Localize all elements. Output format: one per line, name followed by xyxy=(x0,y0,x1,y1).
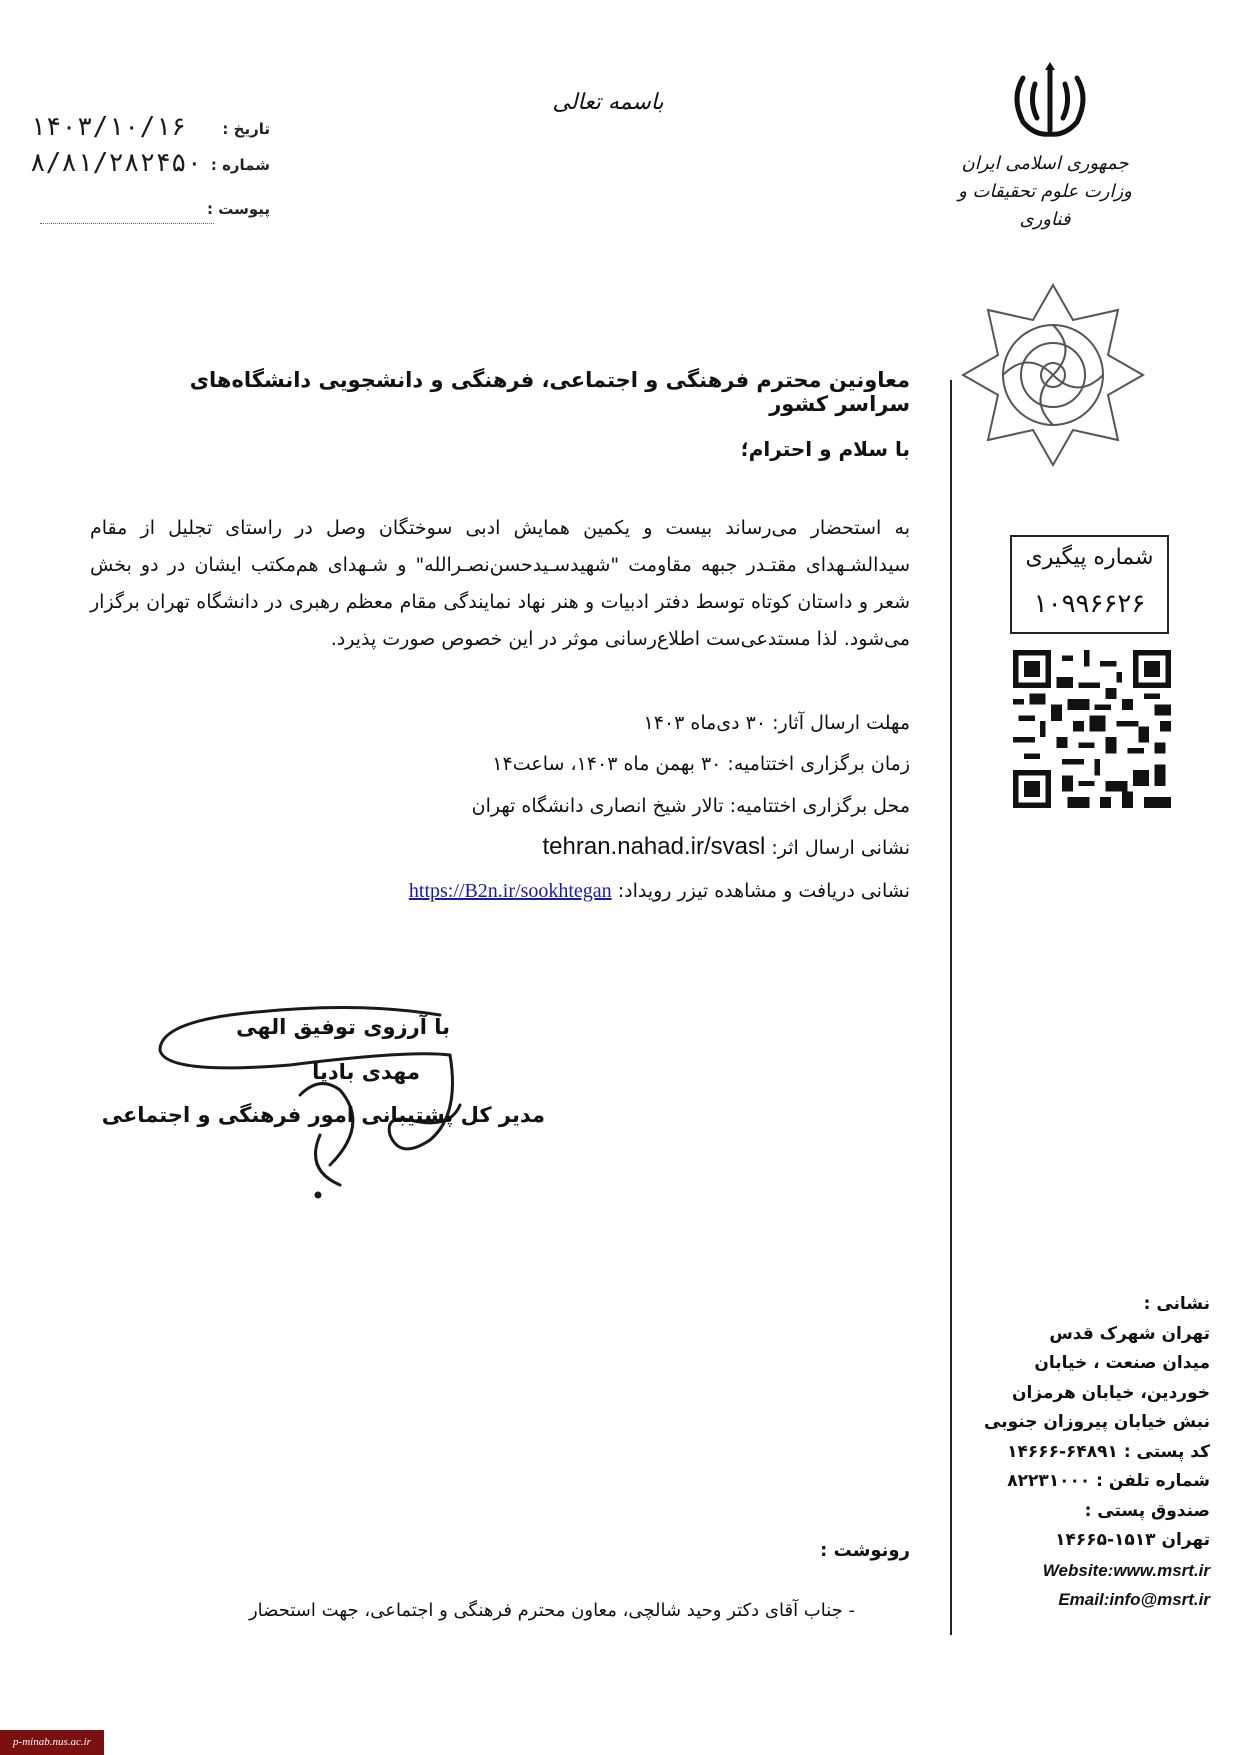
closing-time-line: زمان برگزاری اختتامیه: ۳۰ بهمن ماه ۱۴۰۳، ساعت۱۴ xyxy=(492,753,910,775)
signature-title: مدیر کل پشتیبانی امور فرهنگی و اجتماعی xyxy=(101,1103,545,1127)
date-value: ۱۴۰۳/۱۰/۱۶ xyxy=(30,112,187,142)
cc-title: رونوشت : xyxy=(820,1540,910,1561)
date-label: تاریخ : xyxy=(222,120,270,138)
teaser-label: نشانی دریافت و مشاهده تیزر رویداد: xyxy=(617,880,910,902)
address-pobox-title: صندوق پستی : xyxy=(1084,1500,1210,1521)
footer-badge[interactable]: p-minab.nus.ac.ir xyxy=(0,1730,104,1755)
iran-emblem-icon xyxy=(1005,60,1095,140)
address-block xyxy=(960,1290,1210,1615)
main-paragraph: به استحضار می‌رساند بیست و یکمین همایش ادبی سوختگان وصل در راستای تجلیل از مقام سیدالشـهدای مقتـدر جبهه مقاومت "شهیدسـیدحسن‌نصـرالله" و شـهدای هم‌مکتب ایشان در دو بخش شعر و داستان کوتاه توسط دفتر ادبیات و هنر نهاد نمایندگی مقام معظم رهبری در دانشگاه تهران برگزار می‌شود. لذا مستدعی‌ست اطلاع‌رسانی موثر در این خصوص صورت پذیرد. xyxy=(90,517,910,650)
tracking-label: شماره پیگیری xyxy=(1025,545,1154,570)
submit-label: نشانی ارسال اثر: xyxy=(771,837,910,859)
submit-line xyxy=(150,833,910,861)
number-label: شماره : xyxy=(210,156,270,174)
attachment-line xyxy=(40,223,214,224)
number-row xyxy=(30,148,270,182)
tracking-box xyxy=(1010,535,1169,634)
address-postal: کد پستی : ۶۴۸۹۱-۱۴۶۶۶ xyxy=(1007,1441,1210,1462)
ministry-line1: جمهوری اسلامی ایران xyxy=(961,153,1129,174)
ministry-line2: وزارت علوم تحقیقات و فناوری xyxy=(958,181,1132,230)
signature-line1: با آرزوی توفیق الهی xyxy=(236,1015,450,1039)
address-line3: خوردین، خیابان هرمزان xyxy=(1011,1382,1210,1403)
address-pobox: تهران ۱۵۱۳-۱۴۶۶۵ xyxy=(1055,1530,1210,1550)
signature-name: مهدی بادپا xyxy=(312,1060,420,1084)
teaser-link[interactable]: https://B2n.ir/sookhtegan xyxy=(408,880,612,902)
ministry-heading xyxy=(940,150,1150,234)
teaser-line xyxy=(150,880,910,903)
date-row xyxy=(30,112,270,146)
vertical-divider xyxy=(950,380,952,1635)
address-title: نشانی : xyxy=(1143,1294,1210,1314)
greeting-line: با سلام و احترام؛ xyxy=(740,437,910,461)
recipient-line: معاونین محترم فرهنگی و اجتماعی، فرهنگی و دانشجویی دانشگاه‌های سراسر کشور xyxy=(189,368,910,416)
address-phone: شماره تلفن : ۸۲۲۳۱۰۰۰ xyxy=(1007,1471,1210,1491)
address-website[interactable]: Website:www.msrt.ir xyxy=(1042,1560,1210,1580)
attachment-row xyxy=(30,192,270,226)
closing-place-line: محل برگزاری اختتامیه: تالار شیخ انصاری دانشگاه تهران xyxy=(471,795,910,817)
cc-item: - جناب آقای دکتر وحید شالچی، معاون محترم فرهنگی و اجتماعی، جهت استحضار xyxy=(248,1600,855,1621)
address-line1: تهران شهرک قدس xyxy=(1049,1323,1210,1344)
qr-code-icon xyxy=(1013,650,1171,808)
address-line4: نبش خیابان پیروزان جنوبی xyxy=(984,1412,1210,1432)
address-email[interactable]: Email:info@msrt.ir xyxy=(1058,1590,1210,1609)
attachment-label: پیوست : xyxy=(206,200,270,218)
number-value: ۸/۸۱/۲۸۲۴۵۰ xyxy=(30,148,203,178)
tracking-number: ۱۰۹۹۶۶۲۶ xyxy=(1033,589,1146,619)
ornament-icon xyxy=(958,280,1148,470)
invocation-text: باسمه تعالی xyxy=(552,90,664,115)
deadline-line: مهلت ارسال آثار: ۳۰ دی‌ماه ۱۴۰۳ xyxy=(643,712,910,734)
address-line2: میدان صنعت ، خیابان xyxy=(1034,1353,1210,1373)
submit-url[interactable]: tehran.nahad.ir/svasl xyxy=(542,833,766,860)
